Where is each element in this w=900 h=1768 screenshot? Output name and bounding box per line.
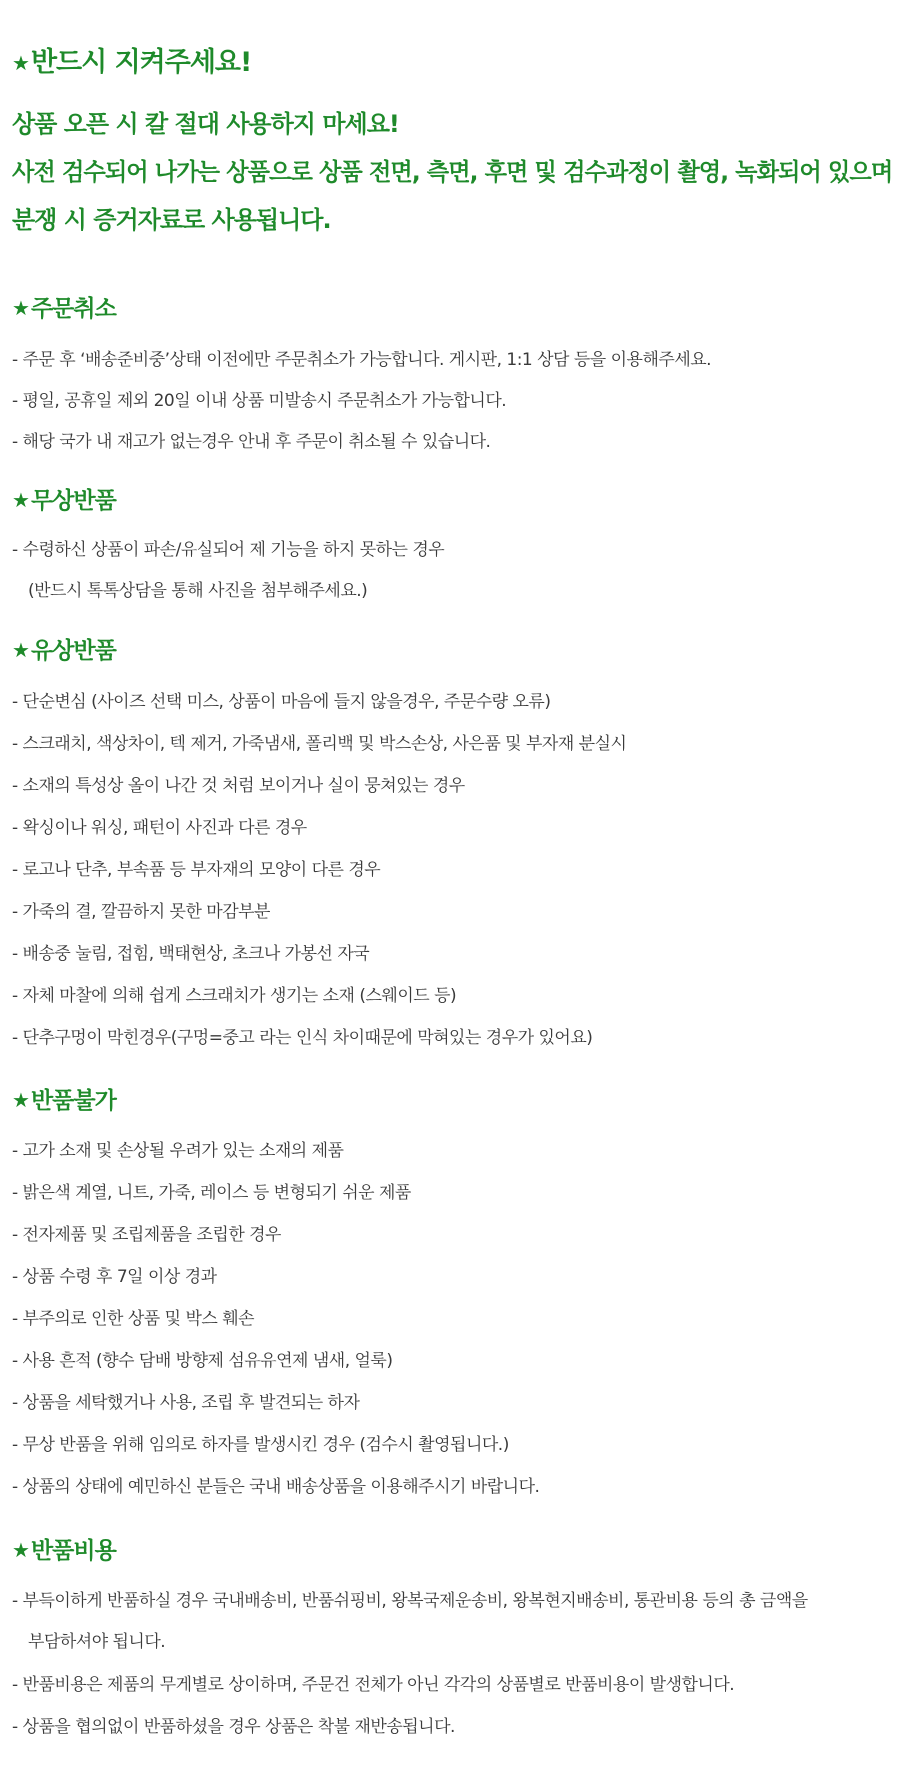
- notice-title-text: 반드시 지켜주세요!: [30, 47, 252, 78]
- section-title-free-return: [12, 482, 116, 515]
- list-item: (반드시 톡톡상담을 통해 사진을 첨부해주세요.): [28, 581, 368, 601]
- star-icon: ★: [12, 1088, 29, 1112]
- section-title-text: 주문취소: [30, 296, 116, 322]
- notice-title: [12, 40, 251, 79]
- notice-line: 사전 검수되어 나가는 상품으로 상품 전면, 측면, 후면 및 검수과정이 촬영, 녹화되어 있으며: [12, 158, 893, 186]
- list-item: - 상품의 상태에 예민하신 분들은 국내 배송상품을 이용해주시기 바랍니다.: [12, 1477, 540, 1497]
- star-icon: ★: [12, 296, 29, 320]
- list-item: - 밝은색 계열, 니트, 가죽, 레이스 등 변형되기 쉬운 제품: [12, 1183, 411, 1203]
- list-item: - 소재의 특성상 올이 나간 것 처럼 보이거나 실이 뭉쳐있는 경우: [12, 776, 465, 796]
- section-title-text: 무상반품: [30, 488, 116, 514]
- star-icon: ★: [12, 638, 29, 662]
- list-item: 부담하셔야 됩니다.: [28, 1632, 166, 1652]
- notice-line: 상품 오픈 시 칼 절대 사용하지 마세요!: [12, 110, 399, 138]
- list-item: - 부득이하게 반품하실 경우 국내배송비, 반품쉬핑비, 왕복국제운송비, 왕복현지배송비, 통관비용 등의 총 금액을: [12, 1591, 808, 1611]
- star-icon: ★: [12, 1538, 29, 1562]
- list-item: - 단추구멍이 막힌경우(구멍=중고 라는 인식 차이때문에 막혀있는 경우가 있어요): [12, 1028, 593, 1048]
- section-title-return-cost: [12, 1532, 116, 1565]
- list-item: - 사용 흔적 (향수 담배 방향제 섬유유연제 냄새, 얼룩): [12, 1351, 393, 1371]
- list-item: - 상품을 세탁했거나 사용, 조립 후 발견되는 하자: [12, 1393, 360, 1413]
- list-item: - 왁싱이나 워싱, 패턴이 사진과 다른 경우: [12, 818, 307, 838]
- section-title-no-return: [12, 1082, 116, 1115]
- list-item: - 가죽의 결, 깔끔하지 못한 마감부분: [12, 902, 270, 922]
- list-item: - 스크래치, 색상차이, 텍 제거, 가죽냄새, 폴리백 및 박스손상, 사은품 및 부자재 분실시: [12, 734, 627, 754]
- list-item: - 무상 반품을 위해 임의로 하자를 발생시킨 경우 (검수시 촬영됩니다.): [12, 1435, 509, 1455]
- list-item: - 로고나 단추, 부속품 등 부자재의 모양이 다른 경우: [12, 860, 381, 880]
- list-item: - 단순변심 (사이즈 선택 미스, 상품이 마음에 들지 않을경우, 주문수량 오류): [12, 692, 551, 712]
- list-item: - 고가 소재 및 손상될 우려가 있는 소재의 제품: [12, 1141, 344, 1161]
- list-item: - 자체 마찰에 의해 쉽게 스크래치가 생기는 소재 (스웨이드 등): [12, 986, 457, 1006]
- list-item: - 전자제품 및 조립제품을 조립한 경우: [12, 1225, 281, 1245]
- section-title-text: 반품불가: [30, 1088, 116, 1114]
- list-item: - 상품 수령 후 7일 이상 경과: [12, 1267, 217, 1287]
- list-item: - 상품을 협의없이 반품하셨을 경우 상품은 착불 재반송됩니다.: [12, 1717, 455, 1737]
- list-item: - 배송중 눌림, 접힘, 백태현상, 초크나 가봉선 자국: [12, 944, 370, 964]
- list-item: - 평일, 공휴일 제외 20일 이내 상품 미발송시 주문취소가 가능합니다.: [12, 391, 507, 411]
- star-icon: ★: [12, 51, 29, 75]
- list-item: - 반품비용은 제품의 무게별로 상이하며, 주문건 전체가 아닌 각각의 상품별로 반품비용이 발생합니다.: [12, 1675, 735, 1695]
- section-title-order-cancel: [12, 290, 116, 323]
- list-item: - 주문 후 ‘배송준비중’상태 이전에만 주문취소가 가능합니다. 게시판, 1:1 상담 등을 이용해주세요.: [12, 350, 712, 370]
- star-icon: ★: [12, 488, 29, 512]
- list-item: - 부주의로 인한 상품 및 박스 훼손: [12, 1309, 255, 1329]
- section-title-paid-return: [12, 632, 116, 665]
- section-title-text: 유상반품: [30, 638, 116, 664]
- list-item: - 수령하신 상품이 파손/유실되어 제 기능을 하지 못하는 경우: [12, 540, 445, 560]
- section-title-text: 반품비용: [30, 1538, 116, 1564]
- notice-line: 분쟁 시 증거자료로 사용됩니다.: [12, 206, 331, 234]
- list-item: - 해당 국가 내 재고가 없는경우 안내 후 주문이 취소될 수 있습니다.: [12, 432, 491, 452]
